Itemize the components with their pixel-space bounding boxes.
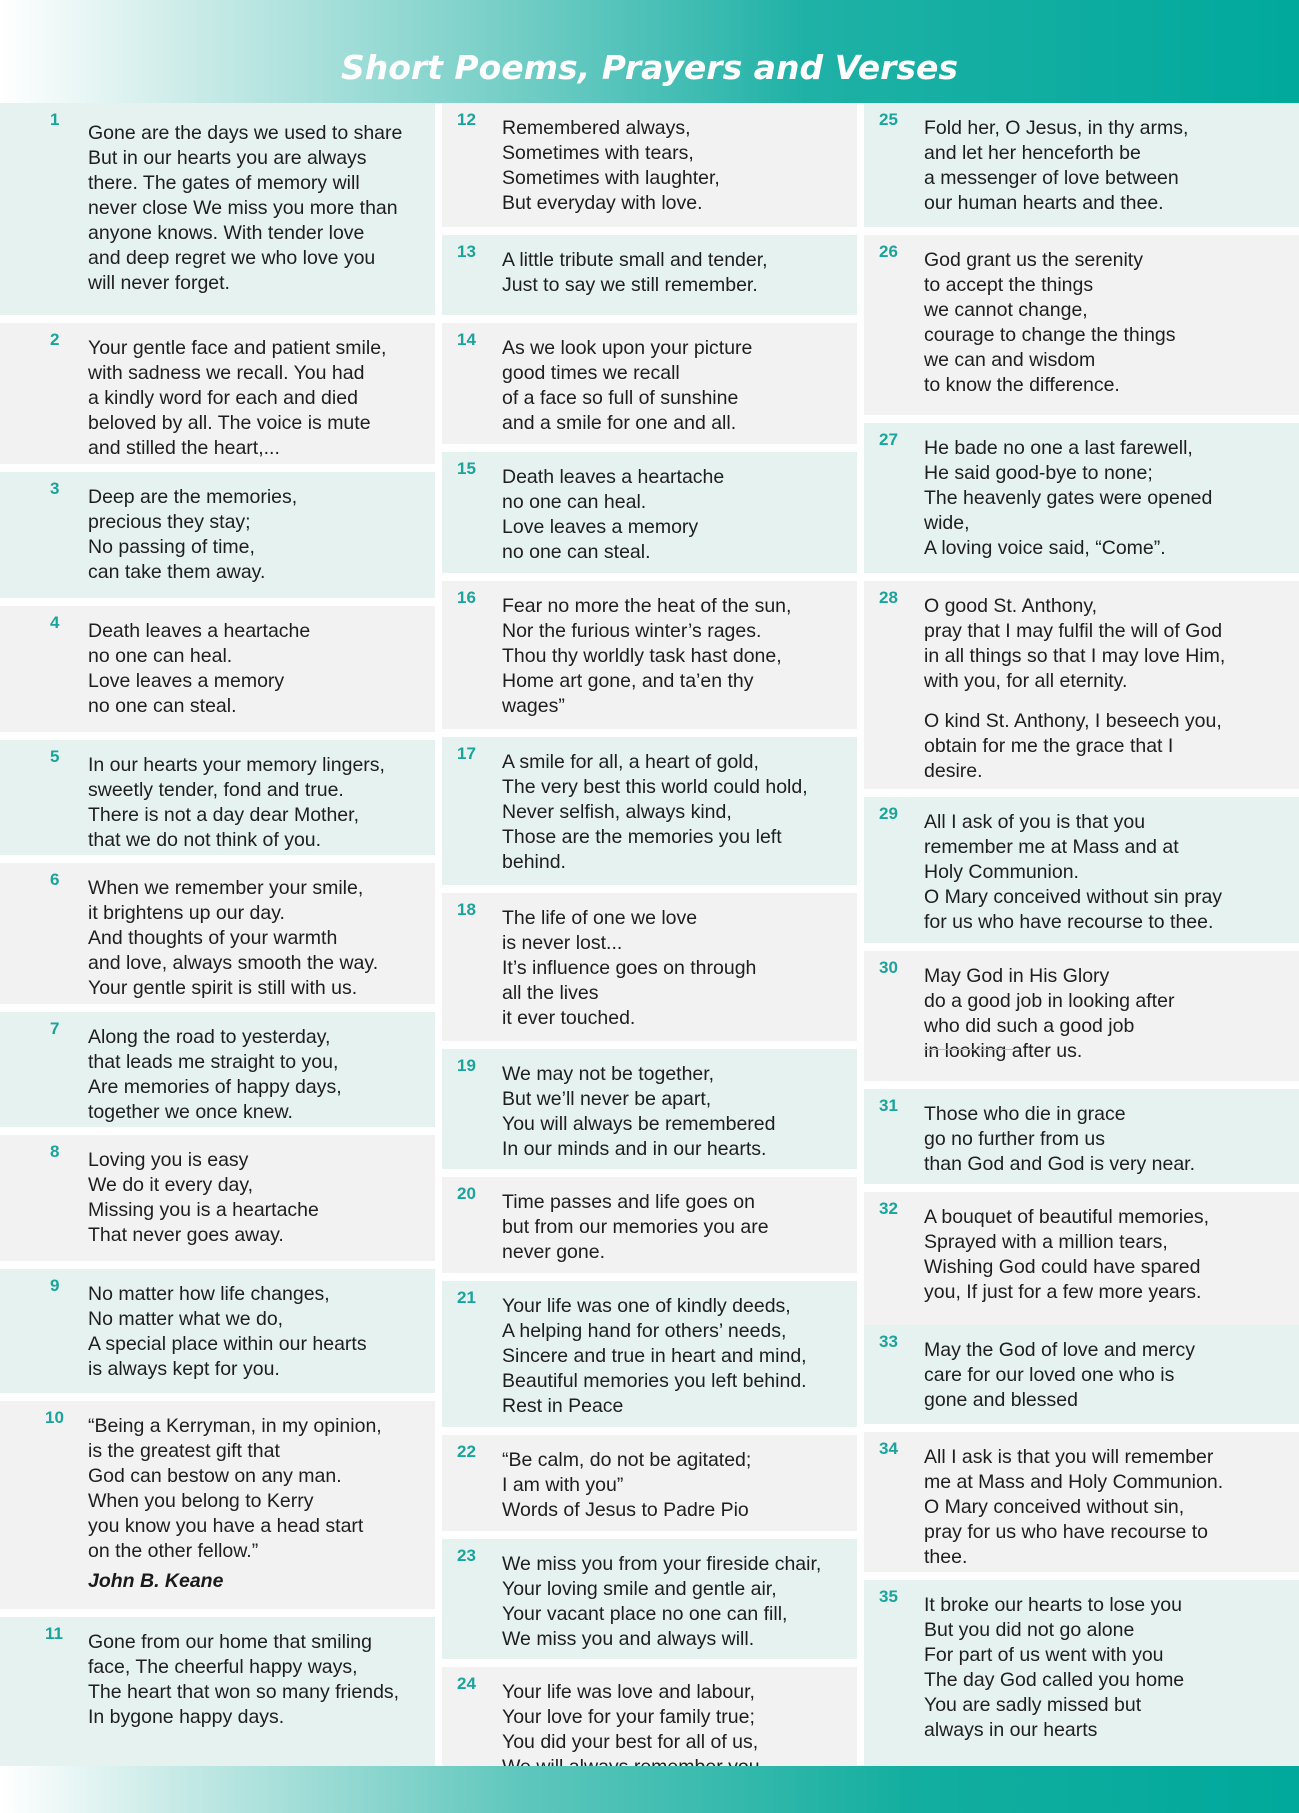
poem-number: 8: [50, 1142, 60, 1161]
poem-card-16: [442, 581, 857, 729]
poem-card-34: [864, 1432, 1299, 1572]
poem-card-19: [442, 1049, 857, 1169]
poem-number: 11: [45, 1624, 63, 1643]
poem-card-7: [0, 1012, 435, 1127]
poem-text: All I ask is that you will remember me at Mass and Holy Communion. O Mary conceived without sin, pray for us who have recourse to thee.: [924, 1446, 1224, 1568]
poem-card-25: [864, 103, 1299, 227]
poem-card-13: [442, 235, 857, 315]
poem-text: Along the road to yesterday, that leads me straight to you, Are memories of happy days, together we once knew.: [88, 1026, 342, 1123]
poem-number: 7: [50, 1019, 60, 1038]
poem-card-8: [0, 1135, 435, 1261]
poem-text: We miss you from your fireside chair, Your loving smile and gentle air, Your vacant place no one can fill, We miss you and always will.: [502, 1553, 822, 1650]
poem-card-1: [0, 103, 435, 315]
poem-number: 33: [879, 1332, 898, 1351]
poem-number: 16: [457, 588, 476, 607]
poem-number: 4: [50, 613, 60, 632]
poem-text: It broke our hearts to lose you But you did not go alone For part of us went with you The day God called you home You are sadly missed but always in our hearts: [924, 1594, 1185, 1741]
poem-number: 13: [457, 242, 476, 261]
poem-card-10: [0, 1401, 435, 1609]
poem-number: 18: [457, 900, 476, 919]
poem-text: Loving you is easy We do it every day, Missing you is a heartache That never goes away.: [88, 1149, 319, 1246]
poem-text: Those who die in grace go no further from us than God and God is very near.: [924, 1103, 1196, 1175]
poem-card-22: [442, 1435, 857, 1531]
poem-author: John B. Keane: [88, 1570, 224, 1592]
poem-number: 20: [457, 1184, 476, 1203]
poem-text: No matter how life changes, No matter what we do, A special place within our hearts is always kept for you.: [88, 1283, 367, 1380]
poem-card-26: [864, 235, 1299, 415]
poem-text: A smile for all, a heart of gold, The very best this world could hold, Never selfish, always kind, Those are the memories you left behind.: [502, 751, 808, 873]
name-blank-line: [924, 1049, 1014, 1050]
poem-number: 21: [457, 1288, 476, 1307]
poem-number: 35: [879, 1587, 898, 1606]
poem-card-3: [0, 472, 435, 598]
poem-card-4: [0, 606, 435, 732]
poem-card-24: [442, 1667, 857, 1766]
poem-text: Time passes and life goes on but from our memories you are never gone.: [502, 1191, 769, 1263]
poem-number: 31: [879, 1096, 898, 1115]
poem-text: Death leaves a heartache no one can heal. Love leaves a memory no one can steal.: [502, 466, 725, 563]
poem-number: 9: [50, 1276, 60, 1295]
page-title: Short Poems, Prayers and Verses: [340, 48, 959, 87]
poem-number: 3: [50, 479, 60, 498]
poem-text: Your life was one of kindly deeds, A helping hand for others’ needs, Sincere and true in heart and mind, Beautiful memories you left behind. Rest in Peace: [502, 1295, 807, 1417]
poem-number: 26: [879, 242, 898, 261]
poem-text: When we remember your smile, it brightens up our day. And thoughts of your warmth and love, always smooth the way. Your gentle spirit is still with us.: [88, 877, 379, 999]
poem-number: 24: [457, 1674, 476, 1693]
poem-text: We may not be together, But we’ll never be apart, You will always be remembered In our minds and in our hearts.: [502, 1063, 776, 1160]
poem-card-11: [0, 1617, 435, 1766]
poem-text: Gone from our home that smiling face, The cheerful happy ways, The heart that won so many friends, In bygone happy days.: [88, 1631, 400, 1728]
poem-number: 5: [50, 747, 60, 766]
poem-number: 15: [457, 459, 476, 478]
poem-text: He bade no one a last farewell, He said good-bye to none; The heavenly gates were opened wide, A loving voice said, “Come”.: [924, 437, 1213, 559]
poem-text: Deep are the memories, precious they stay; No passing of time, can take them away.: [88, 486, 298, 583]
poem-number: 32: [879, 1199, 898, 1218]
poem-text: Fear no more the heat of the sun, Nor the furious winter’s rages. Thou thy worldly task hast done, Home art gone, and ta’en thy wages”: [502, 595, 792, 717]
poem-card-9: [0, 1269, 435, 1393]
poem-text: Gone are the days we used to share But in our hearts you are always there. The gates of memory will never close We miss you more than anyone knows. With tender love and deep regret we who love you will never forget.: [88, 122, 403, 294]
poem-number: 12: [457, 110, 476, 129]
poem-card-5: [0, 740, 435, 855]
poem-text: All I ask of you is that you remember me at Mass and at Holy Communion. O Mary conceived without sin pray for us who have recourse to thee.: [924, 811, 1223, 933]
poem-card-2: [0, 323, 435, 464]
poem-card-30: [864, 951, 1299, 1081]
poem-card-15: [442, 452, 857, 573]
poem-text: The life of one we love is never lost... It’s influence goes on through all the lives it ever touched.: [502, 907, 757, 1029]
poem-text: Your gentle face and patient smile, with sadness we recall. You had a kindly word for each and died beloved by all. The voice is mute and stilled the heart,...: [88, 337, 387, 459]
poem-number: 29: [879, 804, 898, 823]
poem-card-28: [864, 581, 1299, 789]
poem-card-29: [864, 797, 1299, 943]
poem-text: As we look upon your picture good times we recall of a face so full of sunshine and a smile for one and all.: [502, 337, 753, 434]
poem-text: God grant us the serenity to accept the things we cannot change, courage to change the things we can and wisdom to know the difference.: [924, 249, 1176, 396]
poem-number: 1: [50, 110, 60, 129]
poem-number: 6: [50, 870, 60, 889]
poem-text: Remembered always, Sometimes with tears, Sometimes with laughter, But everyday with love.: [502, 117, 720, 214]
poem-card-14: [442, 323, 857, 444]
poem-text: A little tribute small and tender, Just to say we still remember.: [502, 249, 768, 296]
poem-number: 10: [45, 1408, 64, 1427]
poem-number: 23: [457, 1546, 476, 1565]
poem-number: 19: [457, 1056, 476, 1075]
poem-card-21: [442, 1281, 857, 1427]
poem-number: 28: [879, 588, 898, 607]
poem-card-33: [864, 1325, 1299, 1424]
poem-text: A bouquet of beautiful memories, Sprayed with a million tears, Wishing God could have spared you, If just for a few more years.: [924, 1206, 1210, 1303]
poem-number: 30: [879, 958, 898, 977]
poem-card-23: [442, 1539, 857, 1659]
poem-text: May God in His Glory do a good job in looking after who did such a good job in looking after us.: [924, 965, 1175, 1062]
poem-number: 25: [879, 110, 898, 129]
poem-text: “Being a Kerryman, in my opinion, is the greatest gift that God can bestow on any man. When you belong to Kerry you know you have a head start on the other fellow.”: [88, 1415, 382, 1562]
poem-text: O good St. Anthony, pray that I may fulfil the will of God in all things so that I may love Him, with you, for all eternity.: [924, 595, 1226, 692]
poem-card-31: [864, 1089, 1299, 1184]
poem-card-35: [864, 1580, 1299, 1766]
poem-number: 22: [457, 1442, 476, 1461]
poem-text: Death leaves a heartache no one can heal. Love leaves a memory no one can steal.: [88, 620, 311, 717]
column-middle: [442, 103, 857, 1766]
poem-text: May the God of love and mercy care for our loved one who is gone and blessed: [924, 1339, 1195, 1411]
poem-text: Fold her, O Jesus, in thy arms, and let her henceforth be a messenger of love between our human hearts and thee.: [924, 117, 1189, 214]
column-left: [0, 103, 435, 1766]
poem-text: “Be calm, do not be agitated; I am with you” Words of Jesus to Padre Pio: [502, 1449, 752, 1521]
poem-card-12: [442, 103, 857, 227]
poem-card-17: [442, 737, 857, 885]
poem-number: 34: [879, 1439, 898, 1458]
poem-text-second-stanza: O kind St. Anthony, I beseech you, obtain for me the grace that I desire.: [924, 710, 1222, 782]
column-right: [864, 103, 1299, 1766]
poem-card-20: [442, 1177, 857, 1273]
poem-card-27: [864, 423, 1299, 573]
poem-card-18: [442, 893, 857, 1041]
footer-band: [0, 1766, 1299, 1813]
poem-number: 2: [50, 330, 60, 349]
poem-number: 14: [457, 330, 476, 349]
poem-card-6: [0, 863, 435, 1004]
poem-number: 17: [457, 744, 476, 763]
header-banner: [0, 0, 1299, 103]
poem-text: Your life was love and labour, Your love for your family true; You did your best for all of us,: [502, 1681, 759, 1753]
poem-text: In our hearts your memory lingers, sweetly tender, fond and true. There is not a day dear Mother, that we do not think of you.: [88, 754, 385, 851]
poem-number: 27: [879, 430, 898, 449]
